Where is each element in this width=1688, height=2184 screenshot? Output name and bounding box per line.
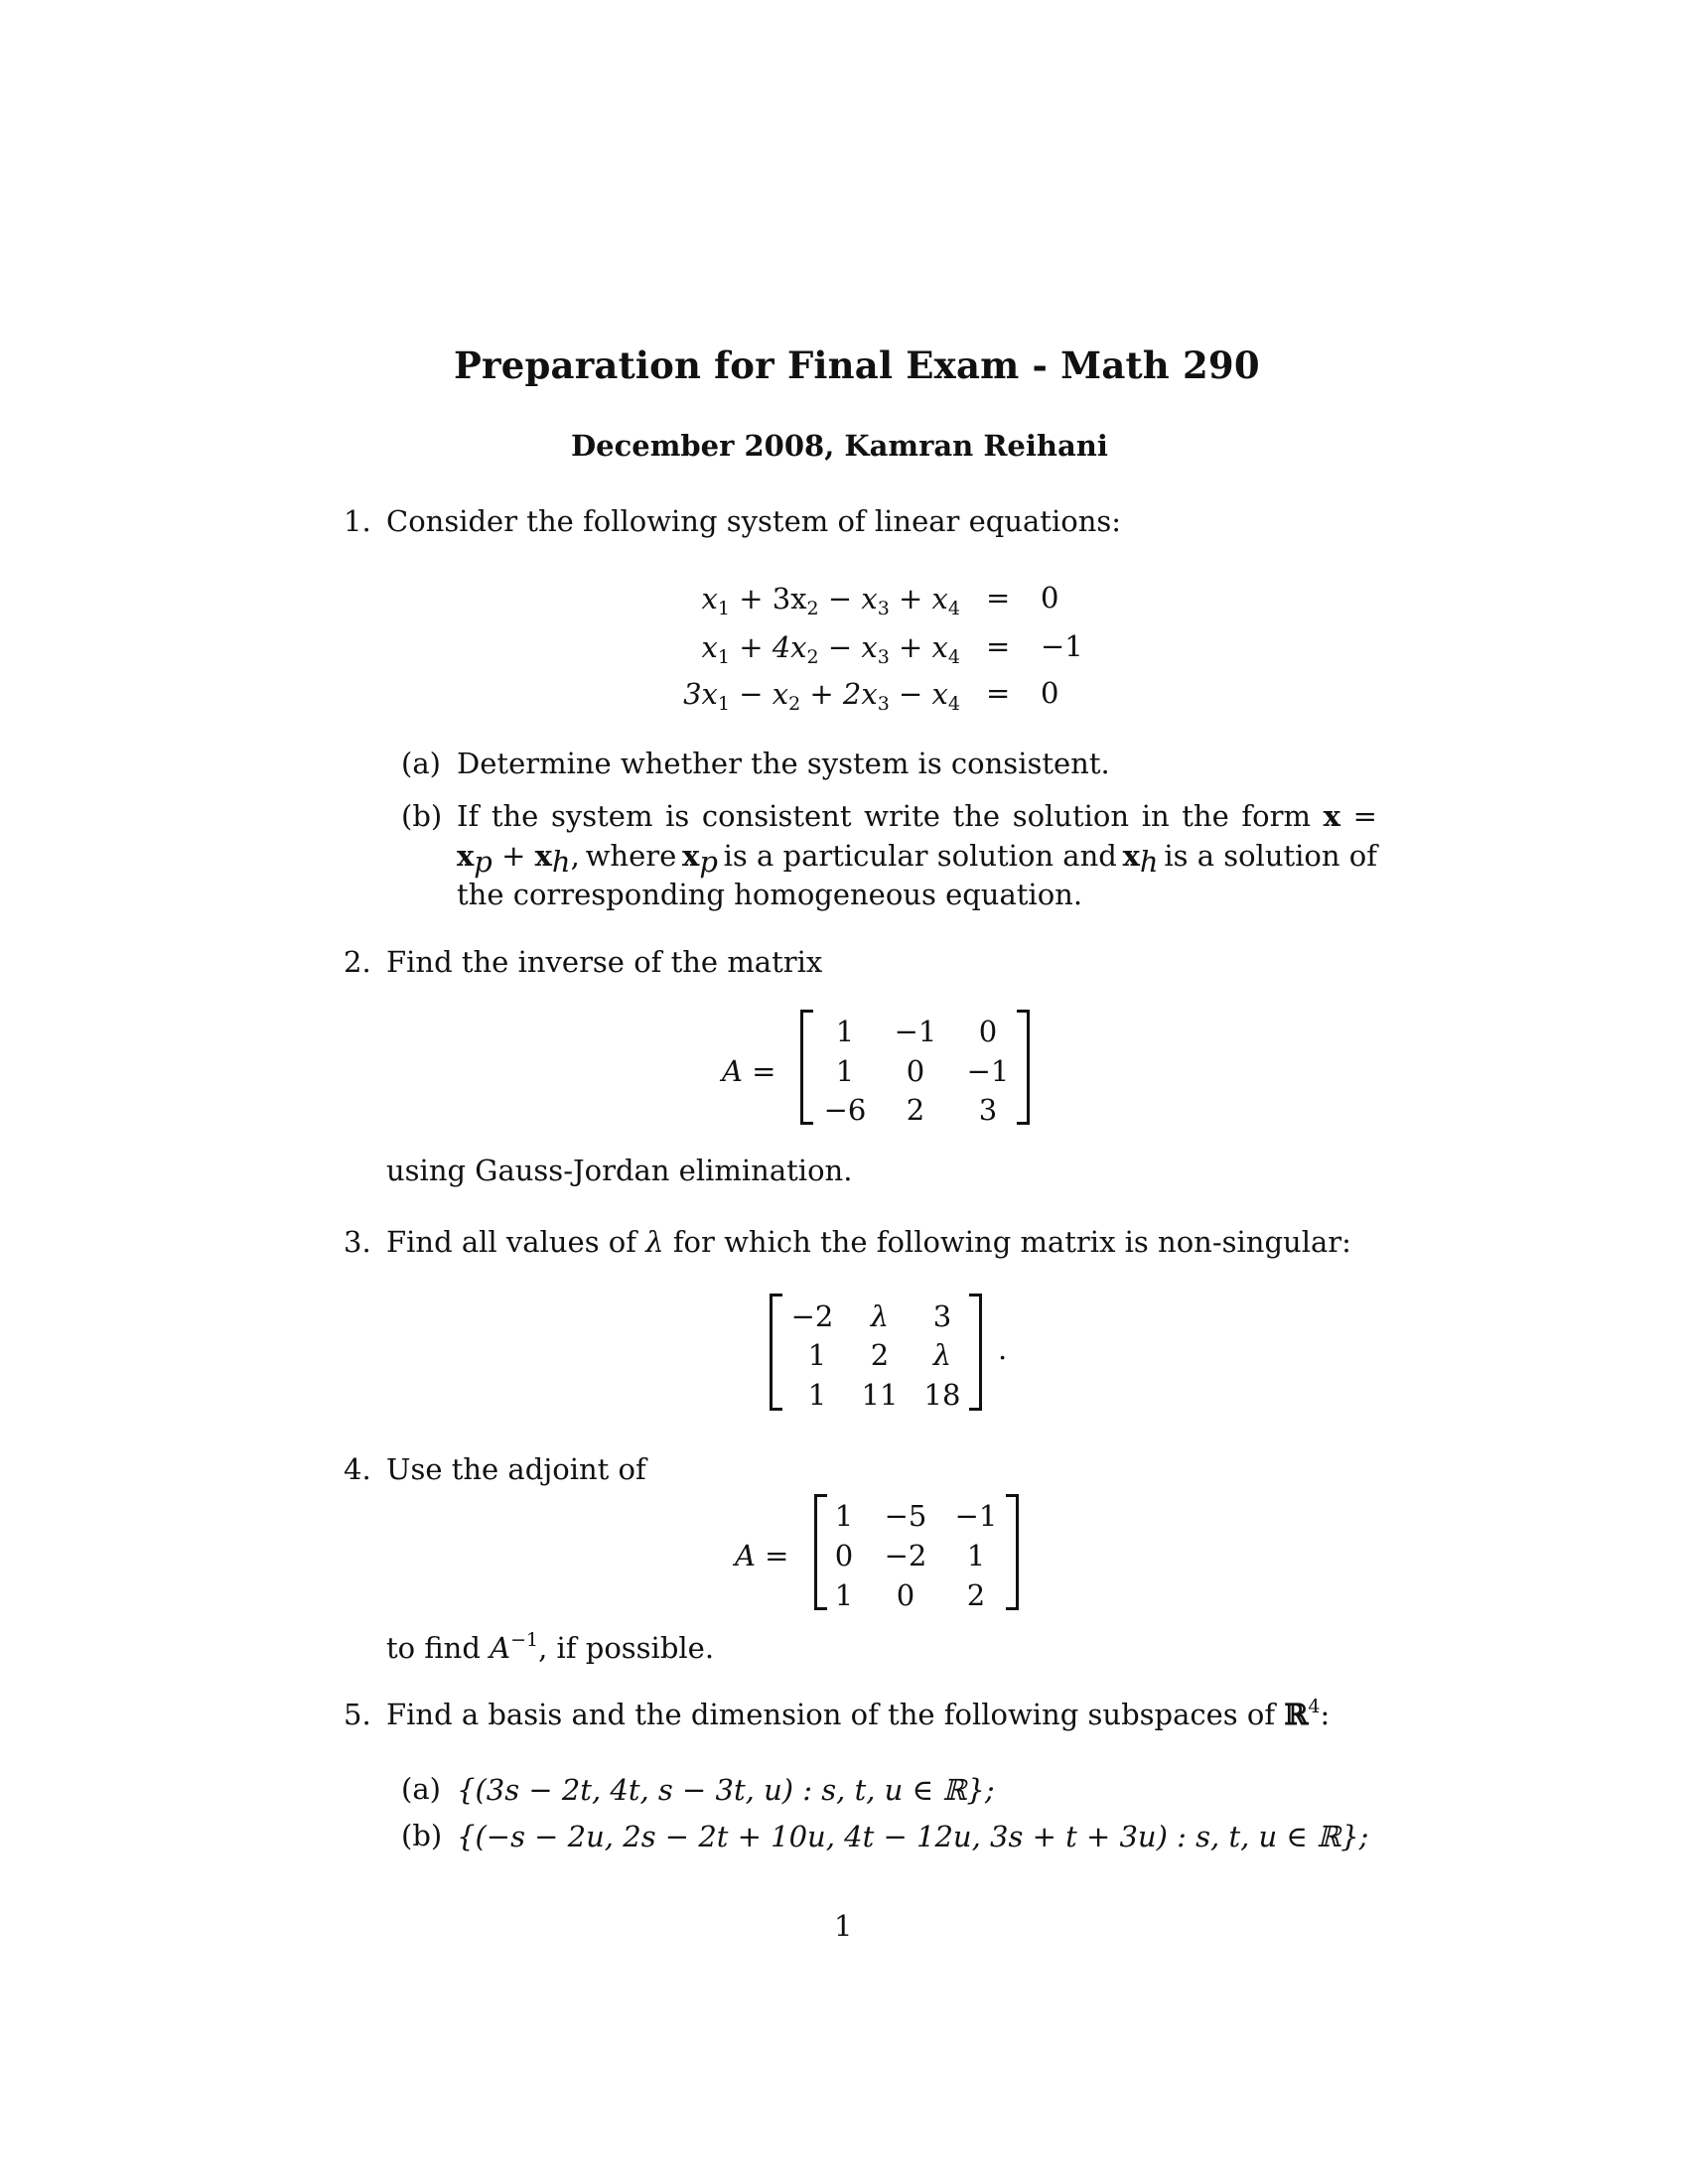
matrix-2-cell: 1 <box>835 1054 855 1088</box>
equation-2-rhs: −1 <box>1041 629 1083 663</box>
matrix-4-cell: −5 <box>884 1499 927 1533</box>
part-5a-expression: {(3s − 2t, 4t, s − 3t, u) : s, t, u ∈ ℝ}; <box>457 1773 995 1807</box>
problem-5-number: 5. <box>344 1698 371 1731</box>
matrix-2-cell: 1 <box>835 1015 855 1048</box>
matrix-3-cell: λ <box>870 1299 890 1333</box>
matrix-4-cell: −1 <box>954 1499 998 1533</box>
equation-1-equals: = <box>986 581 1011 614</box>
part-1b-line-1: If the system is consistent write the solution in the form x = <box>457 799 1377 833</box>
page-subtitle: December 2008, Kamran Reihani <box>571 429 1108 463</box>
equation-3-rhs: 0 <box>1041 676 1059 710</box>
problem-1-number: 1. <box>344 504 371 538</box>
matrix-2-cell: 2 <box>906 1093 925 1127</box>
equation-3-equals: = <box>986 676 1011 710</box>
equation-2-equals: = <box>986 629 1011 663</box>
matrix-2-cell: −1 <box>966 1054 1010 1088</box>
matrix-4-cell: −2 <box>884 1539 927 1572</box>
part-1b-line-3: the corresponding homogeneous equation. <box>457 878 1083 911</box>
matrix-3-cell: λ <box>932 1338 952 1372</box>
part-1a-label: (a) <box>401 747 441 780</box>
matrix-3-cell: 1 <box>807 1338 827 1372</box>
part-5a-label: (a) <box>401 1772 441 1806</box>
problem-5-text: Find a basis and the dimension of the following subspaces of ℝ$^4$: <box>386 1696 1331 1731</box>
problem-4-number: 4. <box>344 1452 371 1486</box>
page-title: Preparation for Final Exam - Math 290 <box>454 343 1260 387</box>
equation-1-lhs: $x_1 + 3x_2 - x_3 + x_4$ <box>701 582 960 619</box>
matrix-4-cell: 1 <box>834 1499 854 1533</box>
matrix-4-cell: 0 <box>834 1539 854 1572</box>
equation-1-rhs: 0 <box>1041 581 1059 614</box>
equation-2-lhs: $x_1 + 4x_2 - x_3 + x_4$ <box>701 630 960 668</box>
matrix-3-cell: 18 <box>923 1378 961 1412</box>
lambda-symbol: λ <box>645 1225 664 1259</box>
matrix-3-cell: 1 <box>807 1378 827 1412</box>
part-5b-expression: {(−s − 2u, 2s − 2t + 10u, 4t − 12u, 3s + t + 3u) : s, t, u ∈ ℝ}; <box>457 1820 1369 1853</box>
problem-2-after: using Gauss-Jordan elimination. <box>386 1154 853 1187</box>
part-1b-label: (b) <box>401 799 443 833</box>
matrix-3-cell: −2 <box>790 1299 834 1333</box>
matrix-2-label: A = <box>722 1054 776 1088</box>
part-5b-label: (b) <box>401 1819 443 1852</box>
problem-4-text: Use the adjoint of <box>386 1452 646 1486</box>
problem-4-after: to find $A^{-1}$, if possible. <box>386 1629 715 1665</box>
matrix-4-cell: 1 <box>834 1578 854 1612</box>
part-1a-text: Determine whether the system is consistent. <box>457 747 1110 780</box>
matrix-2-cell: 3 <box>978 1093 998 1127</box>
matrix-2-cell: 0 <box>906 1054 925 1088</box>
problem-3-number: 3. <box>344 1225 371 1259</box>
problem-2-text: Find the inverse of the matrix <box>386 945 823 979</box>
matrix-4-cell: 2 <box>966 1578 986 1612</box>
problem-2-number: 2. <box>344 945 371 979</box>
matrix-3-cell: 2 <box>870 1338 890 1372</box>
matrix-4-cell: 0 <box>896 1578 915 1612</box>
equation-3-lhs: $3x_1 - x_2 + 2x_3 - x_4$ <box>683 677 960 715</box>
matrix-2-cell: −1 <box>894 1015 937 1048</box>
matrix-4-cell: 1 <box>966 1539 986 1572</box>
part-1b-line-2: $x_p + x_h$, where $x_p$ is a particular solution and $x_h$ is a solution of <box>457 839 1377 879</box>
matrix-3-cell: 11 <box>861 1378 899 1412</box>
matrix-3-period: . <box>998 1332 1008 1366</box>
matrix-3-cell: 3 <box>932 1299 952 1333</box>
page-number: 1 <box>834 1909 853 1943</box>
problem-1-text: Consider the following system of linear equations: <box>386 504 1122 538</box>
matrix-2-cell: −6 <box>823 1093 867 1127</box>
matrix-4-label: A = <box>735 1539 789 1572</box>
matrix-2-cell: 0 <box>978 1015 998 1048</box>
problem-3-text: Find all values of λ for which the following matrix is non-singular: <box>386 1225 1351 1259</box>
